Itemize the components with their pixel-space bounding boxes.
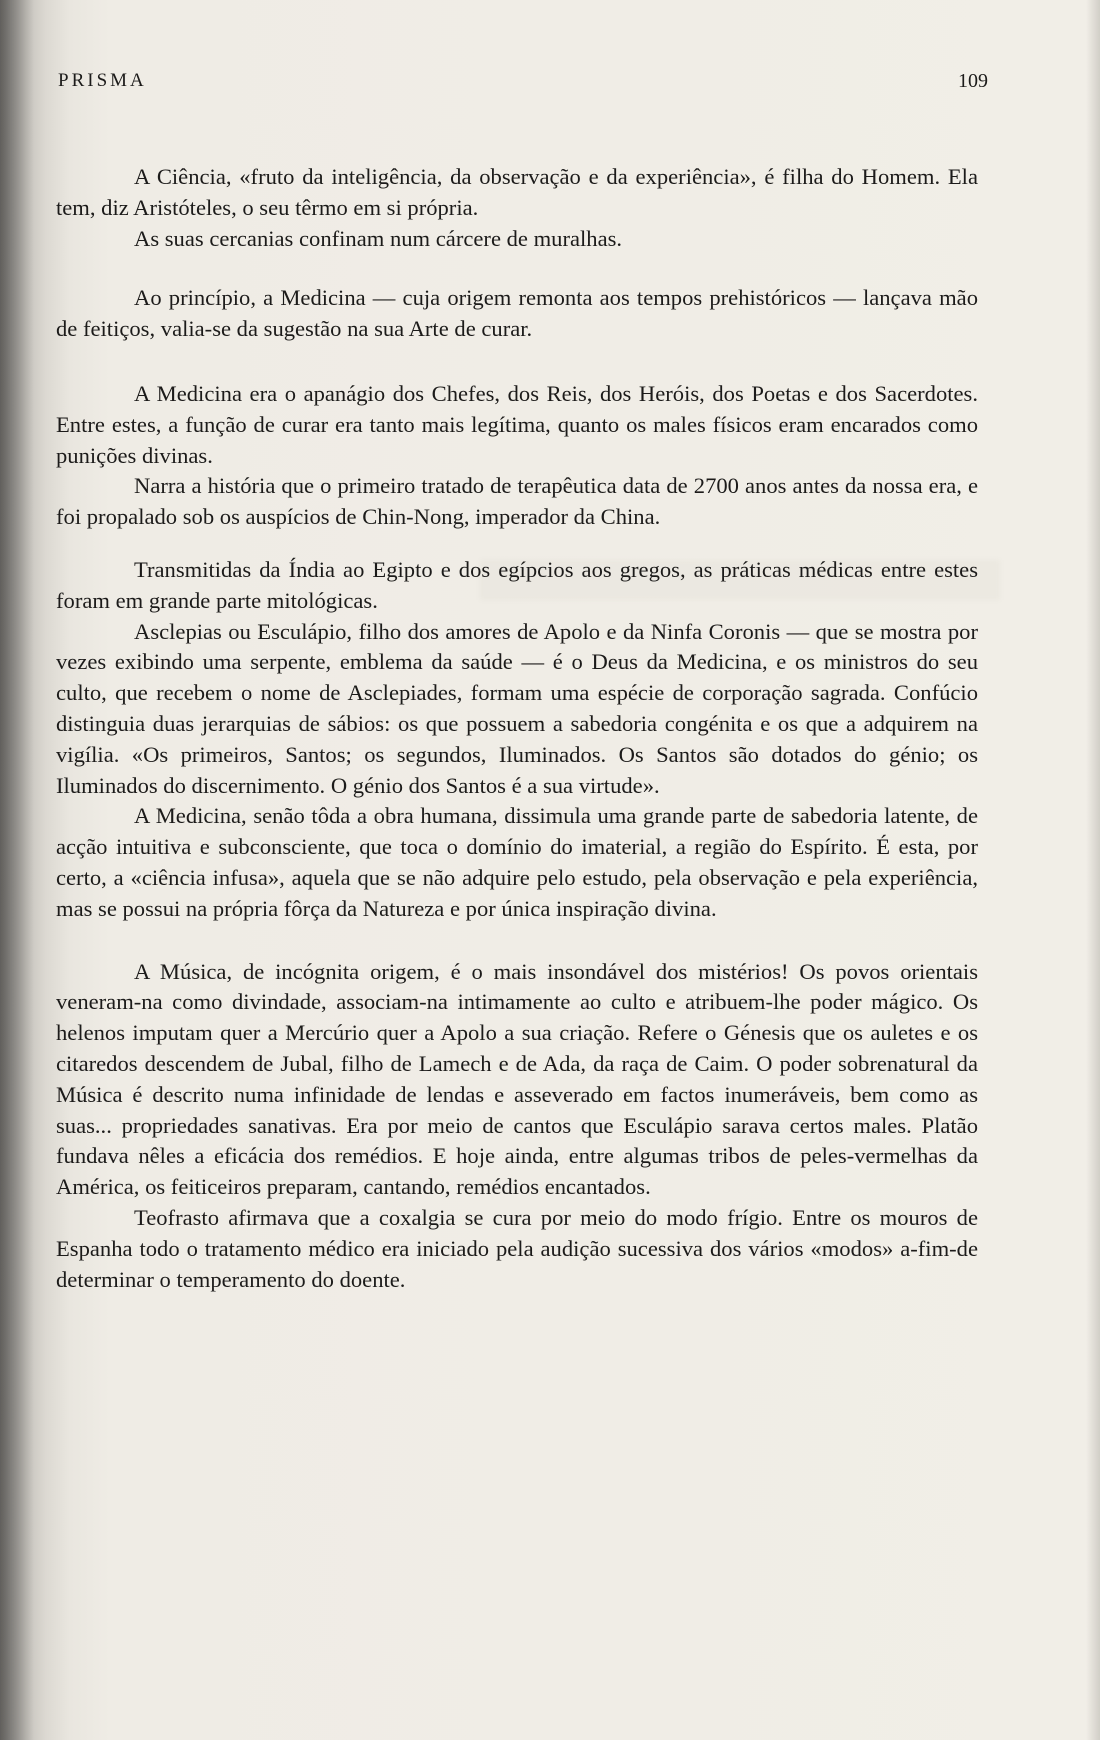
- paragraph-latent-wisdom: A Medicina, senão tôda a obra humana, dissimula uma grande parte de sabedoria latente, de acção intuitiva e subconsciente, que toca o domínio do imaterial, a região do Espírito. É esta, por certo, a «ciência infusa», aquela que se não adquire pelo estudo, pela observação e pela experiência, mas se possui na própria fôrça da Natureza e por única inspiração divina.: [56, 803, 978, 921]
- paragraph-history: Narra a história que o primeiro tratado de terapêutica data de 2700 anos antes da nossa era, e foi propalado sob os auspícios de Chin-Nong, imperador da China.: [56, 473, 978, 530]
- paragraph-science: A Ciência, «fruto da inteligência, da observação e da experiência», é filha do Homem. Ela tem, diz Aristóteles, o seu têrmo em si própria.: [56, 164, 978, 220]
- binding-shadow: [0, 0, 34, 1740]
- paragraph-theophrastus: Teofrasto afirmava que a coxalgia se cura por meio do modo frígio. Entre os mouros de Espanha todo o tratamento médico era iniciado pela audição sucessiva dos vários «modos» a-fim-de determinar o temperamento do doente.: [56, 1204, 978, 1292]
- body-text: [56, 162, 978, 1295]
- page-header: [58, 70, 988, 100]
- paragraph-walls: As suas cercanias confinam num cárcere de muralhas.: [134, 225, 623, 251]
- paragraph-asclepias: Asclepias ou Esculápio, filho dos amores de Apolo e da Ninfa Coronis — que se mostra por vezes exibindo uma serpente, emblema da saúde — é o Deus da Medicina, e os ministros do seu culto, que recebem o nome de Asclepiades, formam uma espécie de corporação sagrada. Confúcio distinguia duas jerarquias de sábios: os que possuem a sabedoria congénita e os que a adquirem na vigília. «Os primeiros, Santos; os segundos, Iluminados. Os Santos são dotados do génio; os Iluminados do discernimento. O génio dos Santos é a sua virtude».: [56, 618, 978, 798]
- paragraph-medicine-origin: Ao princípio, a Medicina — cuja origem remonta aos tempos prehistóricos — lançava mão de feitiços, valia-se da sugestão na sua Arte de curar.: [56, 285, 978, 342]
- paragraph-music: A Música, de incógnita origem, é o mais insondável dos mistérios! Os povos orientais veneram-na como divindade, associam-na intimamente ao culto e atribuem-lhe poder mágico. Os helenos imputam quer a Mercúrio quer a Apolo a sua criação. Refere o Génesis que os auletes e os citaredos descendem de Jubal, filho de Lamech e de Ada, da raça de Caim. O poder sobrenatural da Música é descrito numa infinidade de lendas e asseverado em factos inumeráveis, bem como as suas... propriedades sanativas. Era por meio de cantos que Esculápio sarava certos males. Platão fundava nêles a eficácia dos remédios. E hoje ainda, entre algumas tribos de peles-vermelhas da América, os feiticeiros preparam, cantando, remédios encantados.: [56, 958, 978, 1200]
- paragraph-india-egypt: Transmitidas da Índia ao Egipto e dos egípcios aos gregos, as práticas médicas entre estes foram em grande parte mitológicas.: [56, 556, 978, 613]
- paragraph-medicine-chiefs: A Medicina era o apanágio dos Chefes, dos Reis, dos Heróis, dos Poetas e dos Sacerdotes. Entre estes, a função de curar era tanto mais legítima, quanto os males físicos eram encarados como punições divinas.: [56, 380, 978, 468]
- running-head: PRISMA: [58, 70, 147, 91]
- page-edge: [1086, 0, 1100, 1740]
- page-number: 109: [958, 70, 988, 92]
